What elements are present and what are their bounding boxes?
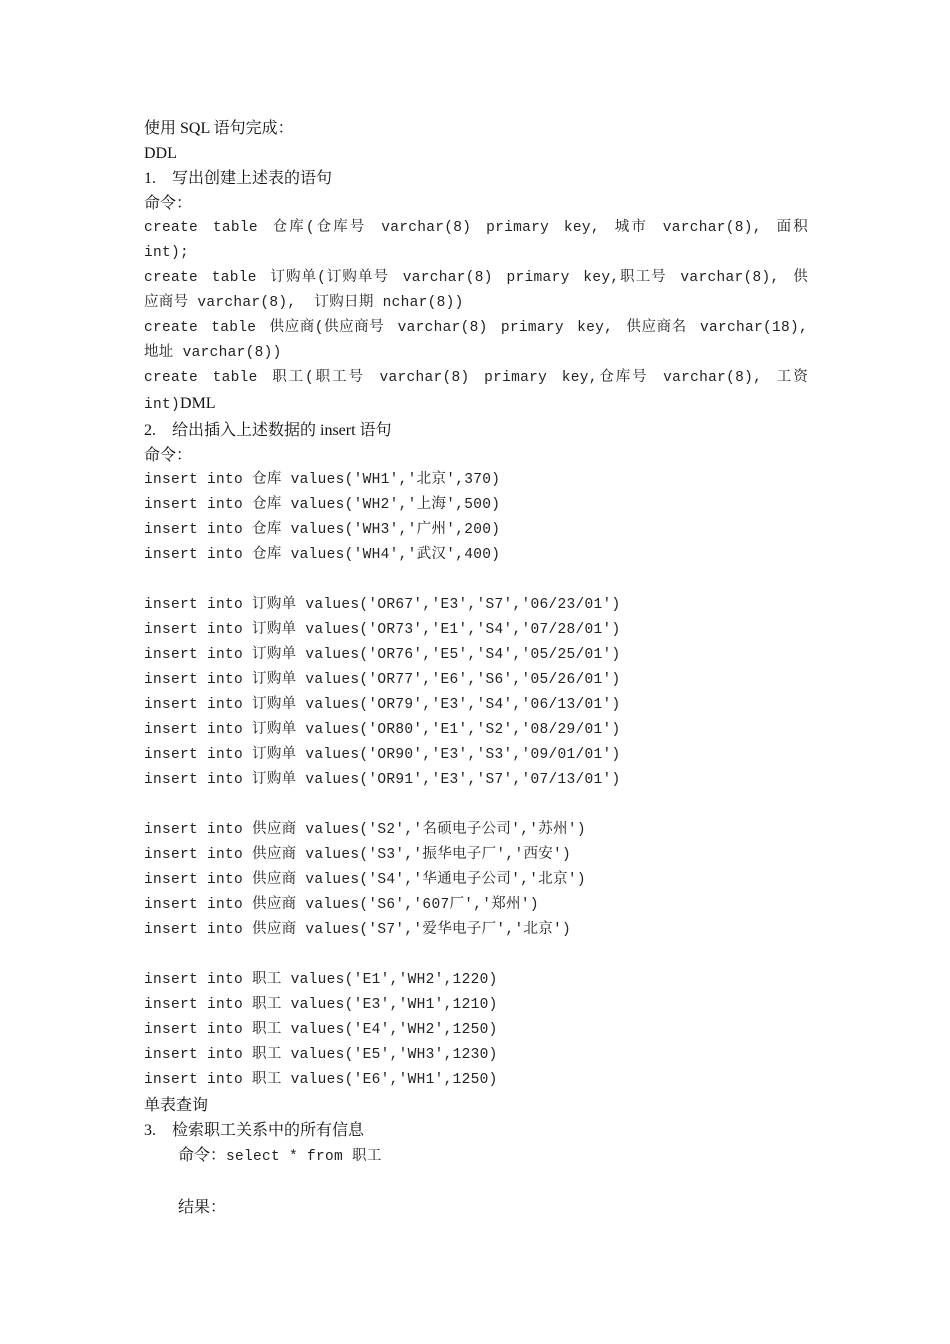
create-supplier-line2: 地址 varchar(8)) <box>144 345 282 361</box>
code-line: insert into 职工 values('E5','WH3',1230) <box>144 1047 498 1063</box>
code-line: insert into 供应商 values('S7','爱华电子厂','北京') <box>144 922 572 938</box>
create-employee-line1: create table 职工(职工号 varchar(8) primary key,仓库号 varchar(8), 工资 <box>144 370 808 386</box>
code-line: insert into 职工 values('E3','WH1',1210) <box>144 997 498 1013</box>
code-line: insert into 订购单 values('OR67','E3','S7','06/23/01') <box>144 597 621 613</box>
create-employee-line2: int) <box>144 397 181 413</box>
code-line: insert into 仓库 values('WH1','北京',370) <box>144 472 501 488</box>
code-line: insert into 订购单 values('OR77','E6','S6','05/26/01') <box>144 672 621 688</box>
code-line: insert into 订购单 values('OR79','E3','S4','06/13/01') <box>144 697 621 713</box>
question-3-command <box>144 1143 808 1170</box>
insert-warehouse-block <box>144 468 808 568</box>
blank-line <box>144 793 808 818</box>
code-line: insert into 订购单 values('OR91','E3','S7','07/13/01') <box>144 772 621 788</box>
command-code: select * from 职工 <box>226 1149 382 1165</box>
dml-heading: DML <box>180 395 216 412</box>
command-label: 命令： <box>144 447 193 464</box>
result-label: 结果： <box>178 1199 227 1216</box>
code-line: insert into 订购单 values('OR80','E1','S2','08/29/01') <box>144 722 621 738</box>
blank-line <box>144 568 808 593</box>
document-body <box>144 116 808 1220</box>
code-line: insert into 职工 values('E1','WH2',1220) <box>144 972 498 988</box>
insert-suppliers-block <box>144 818 808 943</box>
question-text: 检索职工关系中的所有信息 <box>172 1122 365 1139</box>
question-1 <box>144 166 808 191</box>
question-number: 3. <box>144 1122 156 1139</box>
question-number: 1. <box>144 170 156 187</box>
code-line: insert into 仓库 values('WH4','武汉',400) <box>144 547 501 563</box>
code-line: insert into 仓库 values('WH2','上海',500) <box>144 497 501 513</box>
code-line: insert into 供应商 values('S4','华通电子公司','北京') <box>144 872 586 888</box>
code-line: insert into 供应商 values('S3','振华电子厂','西安') <box>144 847 572 863</box>
code-line: insert into 供应商 values('S6','607厂','郑州') <box>144 897 539 913</box>
create-supplier-line1: create table 供应商(供应商号 varchar(8) primary key, 供应商名 varchar(18), <box>144 320 808 336</box>
intro-line: 使用 SQL 语句完成： <box>144 120 294 137</box>
code-line: insert into 订购单 values('OR76','E5','S4','05/25/01') <box>144 647 621 663</box>
code-line: insert into 订购单 values('OR73','E1','S4','07/28/01') <box>144 622 621 638</box>
code-line: insert into 职工 values('E4','WH2',1250) <box>144 1022 498 1038</box>
question-number: 2. <box>144 422 156 439</box>
create-order-line2: 应商号 varchar(8), 订购日期 nchar(8)) <box>144 295 464 311</box>
insert-employees-block <box>144 968 808 1093</box>
ddl-heading: DDL <box>144 145 177 162</box>
question-text: 写出创建上述表的语句 <box>172 170 333 187</box>
question-text: 给出插入上述数据的 insert 语句 <box>172 422 392 439</box>
question-3 <box>144 1118 808 1143</box>
create-warehouse-line2: int); <box>144 245 190 261</box>
code-line: insert into 仓库 values('WH3','广州',200) <box>144 522 501 538</box>
code-line: insert into 供应商 values('S2','名硕电子公司','苏州') <box>144 822 586 838</box>
insert-orders-block <box>144 593 808 793</box>
blank-line <box>144 1170 808 1195</box>
single-table-heading: 单表查询 <box>144 1097 209 1114</box>
create-warehouse-line1: create table 仓库(仓库号 varchar(8) primary key, 城市 varchar(8), 面积 <box>144 220 808 236</box>
command-label: 命令： <box>144 195 193 212</box>
blank-line <box>144 943 808 968</box>
code-line: insert into 订购单 values('OR90','E3','S3','09/01/01') <box>144 747 621 763</box>
create-employee-line2-row <box>144 391 808 418</box>
command-label: 命令： <box>178 1147 227 1164</box>
code-line: insert into 职工 values('E6','WH1',1250) <box>144 1072 498 1088</box>
question-2 <box>144 418 808 443</box>
create-order-line1: create table 订购单(订购单号 varchar(8) primary key,职工号 varchar(8), 供 <box>144 270 808 286</box>
